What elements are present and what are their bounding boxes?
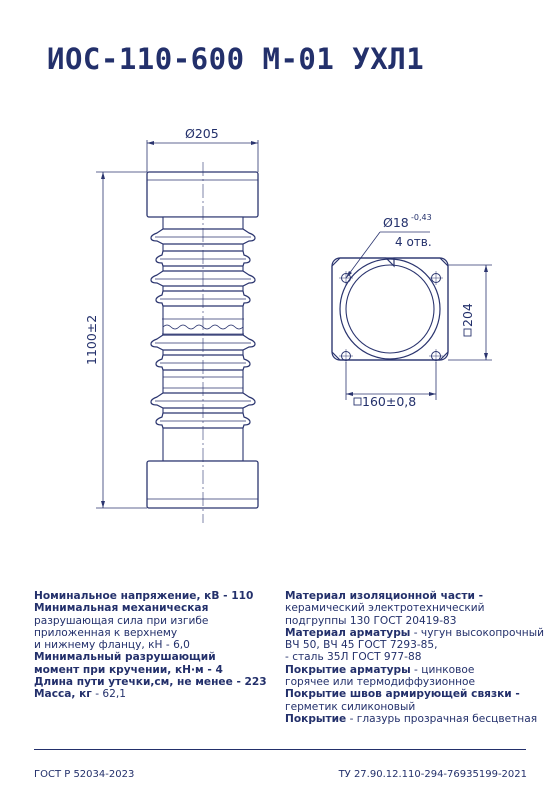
spec-value: керамический электротехнический bbox=[285, 602, 485, 615]
spec-line bbox=[285, 701, 555, 713]
spec-line bbox=[285, 615, 555, 627]
spec-label: Номинальное напряжение, кВ - 110 bbox=[34, 590, 254, 602]
divider-line bbox=[34, 749, 526, 750]
footer-standard: ГОСТ Р 52034-2023 bbox=[34, 769, 135, 780]
spec-value: - сталь 35Л ГОСТ 977-88 bbox=[285, 651, 422, 664]
spec-value: разрушающая сила при изгибе bbox=[34, 614, 209, 627]
spec-label: Минимальный разрушающий bbox=[34, 651, 216, 664]
spec-line bbox=[285, 688, 555, 700]
height-label: 1100±2 bbox=[84, 314, 99, 365]
dimension-height bbox=[96, 172, 147, 508]
spec-line bbox=[285, 651, 555, 663]
square-symbol bbox=[354, 398, 361, 405]
spec-line bbox=[285, 639, 555, 651]
spec-line bbox=[285, 713, 555, 725]
diameter-label: Ø205 bbox=[185, 126, 219, 141]
square-symbol bbox=[464, 329, 471, 336]
spec-line bbox=[285, 627, 555, 639]
spec-value: - цинковое bbox=[410, 663, 475, 676]
spec-line bbox=[34, 651, 274, 663]
spec-value: - чугун высокопрочный bbox=[410, 626, 544, 639]
spec-label: Покрытие арматуры bbox=[285, 663, 411, 676]
spec-value: ВЧ 50, ВЧ 45 ГОСТ 7293-85, bbox=[285, 639, 438, 652]
specs-right-column bbox=[285, 590, 555, 725]
product-title: ИОС-110-600 М-01 УХЛ1 bbox=[47, 42, 425, 76]
spec-label: Длина пути утечки,см, не менее - 223 bbox=[34, 676, 267, 689]
spec-line bbox=[34, 688, 274, 700]
footer-spec: ТУ 27.90.12.110-294-76935199-2021 bbox=[338, 769, 527, 780]
spec-value: приложенная к верхнему bbox=[34, 626, 178, 639]
spec-value: - глазурь прозрачная бесцветная bbox=[346, 712, 538, 725]
spec-line bbox=[34, 602, 274, 614]
spec-label: Материал изоляционной части - bbox=[285, 590, 483, 602]
spec-line bbox=[34, 590, 274, 602]
dimension-diameter bbox=[147, 140, 258, 172]
spec-label: Минимальная механическая bbox=[34, 602, 209, 615]
spec-value: - 62,1 bbox=[91, 688, 126, 701]
spec-line bbox=[34, 676, 274, 688]
spec-label: Масса, кг bbox=[34, 688, 92, 701]
spec-label: Материал арматуры bbox=[285, 626, 411, 639]
spec-label: момент при кручении, кН·м - 4 bbox=[34, 663, 223, 676]
hole-tolerance: -0,43 bbox=[411, 213, 432, 222]
hole-label: Ø18 bbox=[383, 215, 409, 230]
holes-count: 4 отв. bbox=[395, 235, 432, 249]
spec-label: Покрытие bbox=[285, 712, 347, 725]
side-label: 204 bbox=[460, 303, 475, 327]
spec-value: подгруппы 130 ГОСТ 20419-83 bbox=[285, 614, 457, 627]
spec-label: Покрытие швов армирующей связки - bbox=[285, 688, 520, 701]
spec-line bbox=[34, 639, 274, 651]
specs-left-column bbox=[34, 590, 274, 701]
insulator-side-view bbox=[147, 162, 258, 523]
spec-value: герметик силиконовый bbox=[285, 700, 416, 713]
spec-line bbox=[34, 627, 274, 639]
spec-value: горячее или термодиффузионное bbox=[285, 676, 476, 689]
base-label: 160±0,8 bbox=[362, 394, 417, 409]
spec-line bbox=[285, 590, 555, 602]
spec-value: и нижнему фланцу, кН - 6,0 bbox=[34, 639, 190, 652]
spec-line bbox=[285, 676, 555, 688]
spec-line bbox=[34, 615, 274, 627]
spec-line bbox=[34, 664, 274, 676]
spec-line bbox=[285, 664, 555, 676]
spec-line bbox=[285, 602, 555, 614]
